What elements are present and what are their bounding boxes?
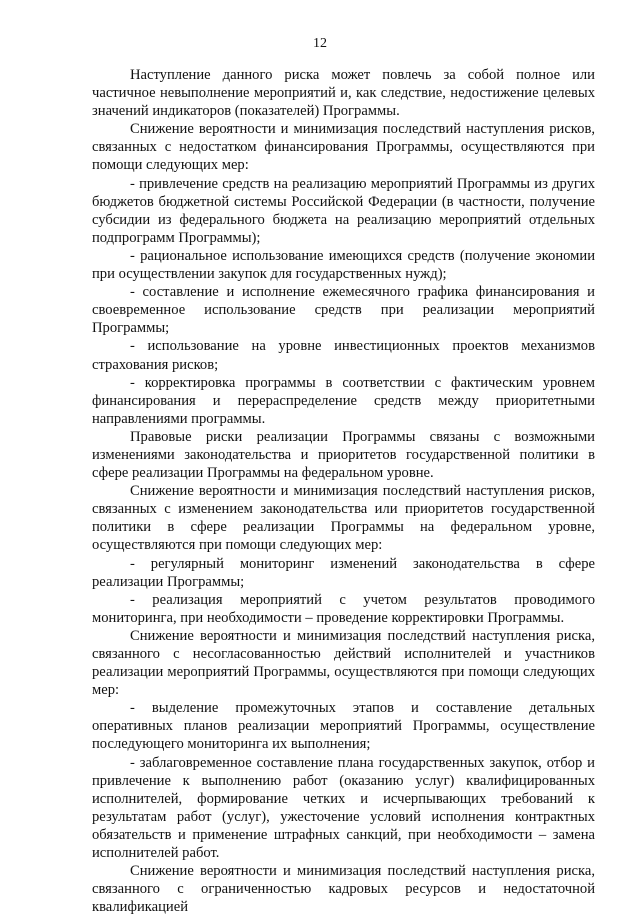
page-number: 12 [313,36,327,51]
paragraph: Наступление данного риска может повлечь за собой полное или частичное невыполнение мероприятий и, как следствие, недостижение целевых значений индикаторов (показателей) Программы. [92,67,595,120]
list-item: - выделение промежуточных этапов и составление детальных оперативных планов реализации мероприятий Программы, осуществление последующего мониторинга их выполнения; [92,700,595,753]
list-item: - привлечение средств на реализацию мероприятий Программы из других бюджетов бюджетной системы Российской Федерации (в частности, получение субсидии из федерального бюджета на реализацию мероприятий отдельных подпрограмм Программы); [92,175,595,246]
paragraph: Снижение вероятности и минимизация последствий наступления риска, связанного с ограниченностью кадровых ресурсов и недостаточной квалификацией [92,863,595,916]
paragraph: Снижение вероятности и минимизация последствий наступления риска, связанного с несогласованностью действий исполнителей и участников реализации мероприятий Программы, осуществляются при помощи следующих мер: [92,627,595,699]
list-item: - регулярный мониторинг изменений законодательства в сфере реализации Программы; [92,555,595,590]
list-item: - рациональное использование имеющихся средств (получение экономии при осуществлении закупок для государственных нужд); [92,247,595,283]
paragraph: Снижение вероятности и минимизация последствий наступления рисков, связанных с недостатком финансирования Программы, осуществляются при помощи следующих мер: [92,121,595,174]
list-item: - составление и исполнение ежемесячного графика финансирования и своевременное использование средств при реализации мероприятий Программы; [92,284,595,337]
list-item: - использование на уровне инвестиционных проектов механизмов страхования рисков; [92,338,595,373]
list-item: - реализация мероприятий с учетом результатов проводимого мониторинга, при необходимости – проведение корректировки Программы. [92,591,595,626]
paragraph: Снижение вероятности и минимизация последствий наступления рисков, связанных с изменением законодательства или приоритетов государственной политики в сфере реализации Программы на федеральном уровне, осуществляются при помощи следующих мер: [92,483,595,554]
document-body [92,66,595,916]
list-item: - заблаговременное составление плана государственных закупок, отбор и привлечение к выполнению работ (оказанию услуг) квалифицированных исполнителей, формирование четких и исчерпывающих требований к результатам работ (услуг), ужесточение условий исполнения контрактных обязательств и применение штрафных санкций, при необходимости – замена исполнителей работ. [92,754,595,862]
paragraph: Правовые риски реализации Программы связаны с возможными изменениями законодательства и приоритетов государственной политики в сфере реализации Программы на федеральном уровне. [92,428,595,482]
list-item: - корректировка программы в соответствии с фактическим уровнем финансирования и перераспределение средств между приоритетными направлениями программы. [92,374,595,427]
